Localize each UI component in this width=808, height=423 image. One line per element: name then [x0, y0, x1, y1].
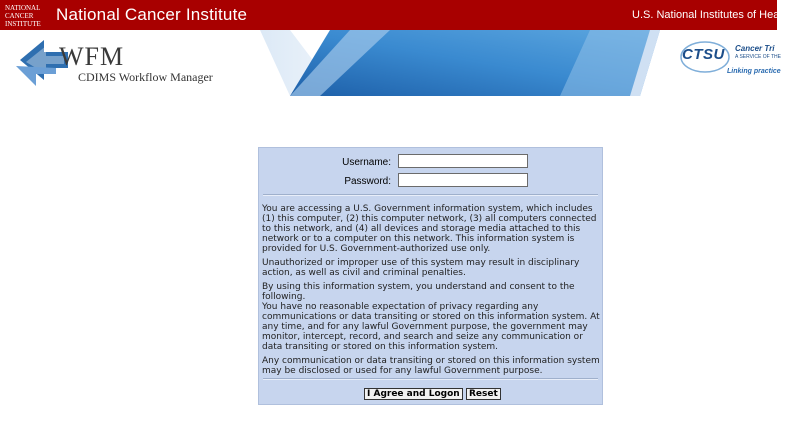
reset-button[interactable]: Reset [466, 388, 501, 400]
login-panel [258, 147, 603, 405]
ctsu-logo[interactable]: CTSU [682, 46, 725, 63]
nci-header-bar [0, 0, 808, 30]
nci-logo-line-2: CANCER [5, 12, 34, 20]
password-label: Password: [344, 176, 391, 187]
ctsu-name: Cancer Tri [735, 44, 775, 53]
agree-logon-button[interactable]: I Agree and Logon [364, 388, 463, 400]
nci-logo-line-3: INSTITUTE [5, 20, 41, 28]
divider-top [263, 194, 598, 196]
notice-paragraph-1: You are accessing a U.S. Government information system, which includes (1) this computer, (2) this computer network, (3) all computers connected to this network, and (4) all devices and storage media attached to this network or to a computer on this network. This information system is provided for U.S. Government-authorized use only. [262, 204, 597, 254]
security-notice [262, 204, 601, 380]
nci-logo-line-1: NATIONAL [5, 4, 41, 12]
username-input[interactable] [398, 154, 528, 168]
username-label: Username: [342, 157, 391, 168]
app-banner [0, 30, 781, 96]
app-subtitle: CDIMS Workflow Manager [78, 70, 213, 84]
nci-logo[interactable] [5, 3, 43, 27]
ctsu-service-text: A SERVICE OF THE [735, 54, 781, 60]
notice-paragraph-4: You have no reasonable expectation of privacy regarding any communications or data transiting or stored on this information system. At any time, and for any lawful Government purpose, the government may monitor, intercept, record, and search and seize any communication or data transiting or stored on this information system. [262, 302, 600, 352]
nci-title-link[interactable]: National Cancer Institute [56, 5, 248, 24]
notice-paragraph-5: Any communication or data transiting or stored on this information system may be disclosed or used for any lawful Government purpose. [262, 356, 600, 376]
nih-link[interactable]: U.S. National Institutes of Health | w [632, 9, 808, 21]
divider-bottom [263, 378, 598, 380]
password-input[interactable] [398, 173, 528, 187]
ctsu-tagline: Linking practice [727, 68, 781, 75]
wfm-logo-text: WFM [59, 42, 125, 71]
notice-paragraph-2: Unauthorized or improper use of this system may result in disciplinary action, as well as civil and criminal penalties. [262, 258, 580, 278]
notice-paragraph-3: By using this information system, you understand and consent to the following. [262, 282, 575, 302]
